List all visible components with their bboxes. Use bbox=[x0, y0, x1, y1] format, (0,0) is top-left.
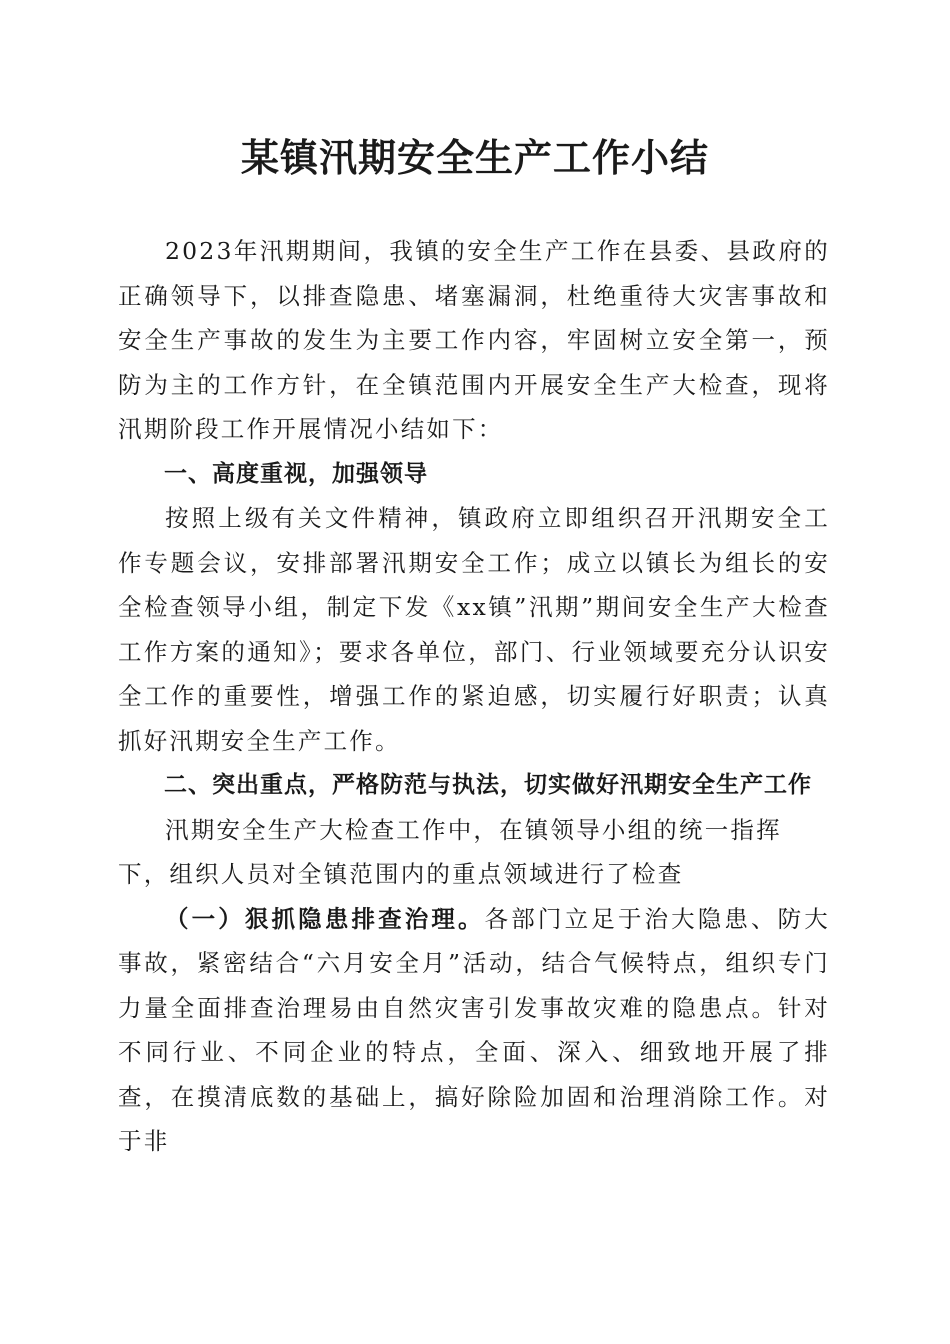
subsection-1-text: 各部门立足于治大隐患、防大事故，紧密结合“六月安全月”活动，结合气候特点，组织专门力量全面排查治理易由自然灾害引发事故灾难的隐患点。针对不同行业、不同企业的特点，全面、深入、细致地开展了排查，在摸清底数的基础上，搞好除险加固和治理消除工作。对于非 bbox=[118, 904, 830, 1155]
intro-paragraph: 2023年汛期期间，我镇的安全生产工作在县委、县政府的正确领导下，以排查隐患、堵塞漏洞，杜绝重待大灾害事故和安全生产事故的发生为主要工作内容，牢固树立安全第一，预防为主的工作方针，在全镇范围内开展安全生产大检查，现将汛期阶段工作开展情况小结如下： bbox=[118, 237, 830, 443]
section-2-heading: 二、突出重点，严格防范与执法，切实做好汛期安全生产工作 bbox=[164, 772, 812, 798]
section-1-paragraph: 按照上级有关文件精神，镇政府立即组织召开汛期安全工作专题会议，安排部署汛期安全工作；成立以镇长为组长的安全检查领导小组，制定下发《xx镇”汛期”期间安全生产大检查工作方案的通知》；要求各单位，部门、行业领域要充分认识安全工作的重要性，增强工作的紧迫感，切实履行好职责；认真抓好汛期安全生产工作。 bbox=[118, 504, 830, 755]
document-body bbox=[118, 229, 830, 1164]
section-1-heading: 一、高度重视，加强领导 bbox=[164, 460, 428, 487]
subsection-1-paragraph bbox=[118, 897, 830, 1164]
document-title: 某镇汛期安全生产工作小结 bbox=[240, 135, 709, 180]
section-2-paragraph: 汛期安全生产大检查工作中，在镇领导小组的统一指挥下，组织人员对全镇范围内的重点领域进行了检查 bbox=[118, 815, 782, 888]
subsection-1-heading: （一）狠抓隐患排查治理。 bbox=[165, 904, 485, 933]
